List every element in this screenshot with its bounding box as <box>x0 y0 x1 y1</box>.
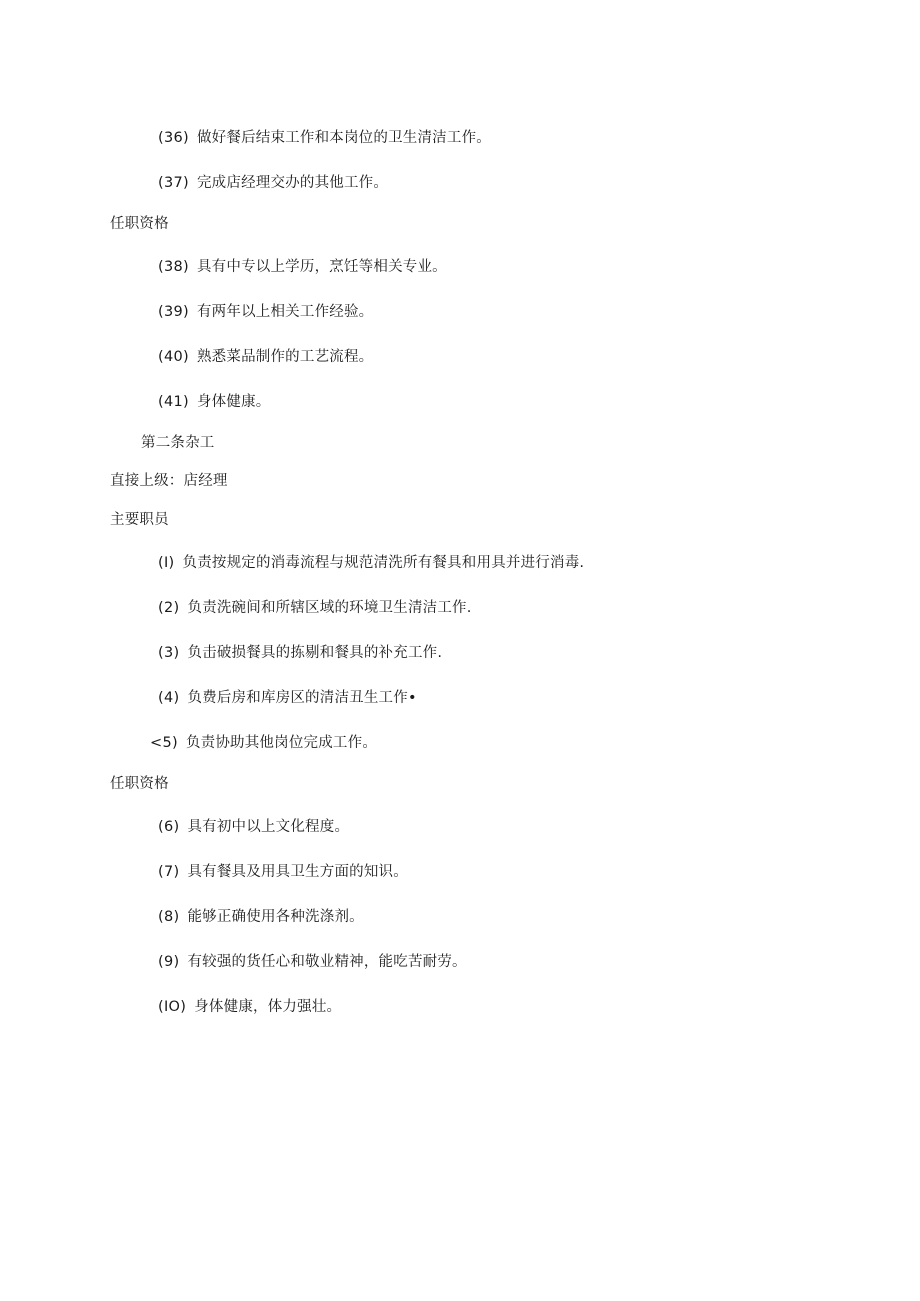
list-item-duty-3 <box>158 643 442 663</box>
list-item-duty-4 <box>158 688 417 708</box>
list-item-qual-6 <box>158 817 349 837</box>
item-text: 身体健康，体力强壮。 <box>194 999 342 1015</box>
list-item-qual-10 <box>158 997 341 1017</box>
list-item-duty-1 <box>158 553 584 573</box>
item-number: (8) <box>158 909 180 925</box>
qualification-heading: 任职资格 <box>110 216 169 232</box>
duties-heading: 主要职员 <box>110 512 169 528</box>
item-text: 熟悉菜品制作的工艺流程。 <box>196 349 374 365</box>
item-number: (40) <box>158 349 189 365</box>
item-number: <5) <box>150 735 178 751</box>
item-number: (3) <box>158 645 180 661</box>
item-text: 具有初中以上文化程度。 <box>187 819 350 835</box>
item-text: 做好餐后结束工作和本岗位的卫生清洁工作。 <box>196 130 491 146</box>
list-item-39 <box>158 302 373 322</box>
item-text: 有两年以上相关工作经验。 <box>196 304 374 320</box>
item-number: (38) <box>158 259 189 275</box>
list-item-37 <box>158 173 388 193</box>
list-item-qual-8 <box>158 907 364 927</box>
item-number: (4) <box>158 690 180 706</box>
item-text: 负责协助其他岗位完成工作。 <box>185 735 378 751</box>
list-item-36 <box>158 128 491 148</box>
list-item-40 <box>158 347 373 367</box>
item-number: (39) <box>158 304 189 320</box>
item-number: (IO) <box>158 999 187 1015</box>
item-number: (2) <box>158 600 180 616</box>
item-text: 具有餐具及用具卫生方面的知识。 <box>187 864 408 880</box>
item-number: (36) <box>158 130 189 146</box>
item-text: 有较强的货任心和敬业精神，能吃苦耐劳。 <box>187 954 467 970</box>
list-item-qual-7 <box>158 862 408 882</box>
item-number: (I) <box>158 555 175 571</box>
section-title: 第二条杂工 <box>141 435 215 451</box>
item-number: (6) <box>158 819 180 835</box>
item-text: 负费后房和库房区的清洁丑生工作• <box>187 690 417 706</box>
item-number: (37) <box>158 175 189 191</box>
item-text: 身体健康。 <box>196 394 271 410</box>
item-text: 具有中专以上学历，烹饪等相关专业。 <box>196 259 447 275</box>
list-item-41 <box>158 392 270 412</box>
list-item-duty-5 <box>150 733 377 753</box>
list-item-duty-2 <box>158 598 472 618</box>
item-text: 能够正确使用各种洗涤剂。 <box>187 909 364 925</box>
qualification-heading: 任职资格 <box>110 776 169 792</box>
item-text: 负责按规定的消毒流程与规范清洗所有餐具和用具并进行消毒. <box>182 555 585 571</box>
item-number: (41) <box>158 394 189 410</box>
item-text: 负责洗碗间和所辖区域的环境卫生清洁工作. <box>187 600 472 616</box>
list-item-qual-9 <box>158 952 467 972</box>
item-text: 完成店经理交办的其他工作。 <box>196 175 389 191</box>
item-number: (9) <box>158 954 180 970</box>
item-text: 负击破损餐具的拣剔和餐具的补充工作. <box>187 645 443 661</box>
item-number: (7) <box>158 864 180 880</box>
supervisor-line: 直接上级：店经理 <box>110 473 228 489</box>
list-item-38 <box>158 257 447 277</box>
